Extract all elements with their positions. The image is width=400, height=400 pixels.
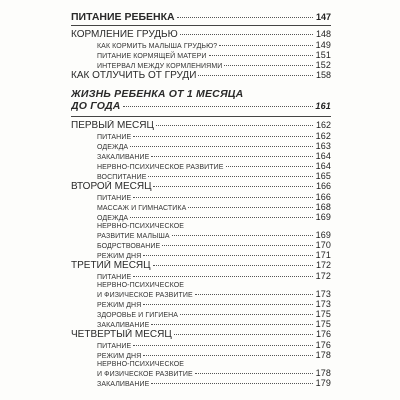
toc-page-number: 163 xyxy=(315,141,331,151)
toc-entry-title: ОДЕЖДА xyxy=(97,215,129,222)
toc-entry xyxy=(71,378,331,388)
toc-entry xyxy=(71,171,331,181)
toc-entry xyxy=(71,60,331,70)
toc-entry-title: РАЗВИТИЕ МАЛЫША xyxy=(97,233,170,240)
toc-entry-title: БОДРСТВОВАНИЕ xyxy=(97,243,161,250)
toc-part-title: ПИТАНИЕ РЕБЕНКА xyxy=(71,11,175,23)
toc-page-number: 152 xyxy=(315,60,331,70)
toc-entry-line1: НЕРВНО-ПСИХИЧЕСКОЕ xyxy=(97,361,185,368)
toc-leader xyxy=(133,345,313,346)
toc-entry-title: ОДЕЖДА xyxy=(97,144,129,151)
toc-leader xyxy=(226,166,313,167)
toc-leader xyxy=(153,265,313,266)
toc-page-number: 164 xyxy=(315,151,331,161)
toc-leader xyxy=(123,106,313,107)
toc-leader xyxy=(198,75,313,76)
toc-chapter-month2 xyxy=(71,181,331,192)
toc-page-number: 176 xyxy=(315,329,331,339)
toc-divider xyxy=(71,116,331,117)
toc-page-number: 170 xyxy=(315,240,331,250)
toc-chapter-breastfeeding xyxy=(71,29,331,40)
toc-entry-title: КАК КОРМИТЬ МАЛЫША ГРУДЬЮ? xyxy=(97,43,218,50)
toc-entry xyxy=(71,240,331,250)
toc-leader xyxy=(219,45,313,46)
toc-entry-title: ЗАКАЛИВАНИЕ xyxy=(97,381,150,388)
toc-leader xyxy=(177,17,313,18)
toc-entry xyxy=(71,340,331,350)
toc-part-title-line2: ДО ГОДА xyxy=(71,101,121,112)
toc-entry xyxy=(71,319,331,329)
toc-entry-title: И ФИЗИЧЕСКОЕ РАЗВИТИЕ xyxy=(97,292,193,299)
toc-page-number: 172 xyxy=(315,271,331,281)
toc-entry-line1: НЕРВНО-ПСИХИЧЕСКОЕ xyxy=(97,223,185,230)
toc-entry xyxy=(71,299,331,309)
toc-leader xyxy=(209,55,313,56)
toc-entry xyxy=(71,290,331,299)
toc-page-number: 149 xyxy=(315,40,331,50)
toc-entry xyxy=(71,309,331,319)
toc-entry-title: ЗАКАЛИВАНИЕ xyxy=(97,154,150,161)
toc-entry xyxy=(71,151,331,161)
toc-page-number: 165 xyxy=(315,171,331,181)
toc-entry xyxy=(71,350,331,360)
toc-part-title-line2-row xyxy=(71,101,331,114)
toc-chapter-title: ПЕРВЫЙ МЕСЯЦ xyxy=(71,120,154,131)
toc-leader xyxy=(133,197,313,198)
toc-part-title-line1: ЖИЗНЬ РЕБЕНКА ОТ 1 МЕСЯЦА xyxy=(71,89,244,100)
toc-entry xyxy=(71,369,331,378)
toc-leader xyxy=(195,373,313,374)
toc-divider xyxy=(71,25,331,26)
toc-entry xyxy=(71,231,331,240)
toc-entry-title: РЕЖИМ ДНЯ xyxy=(97,353,142,360)
toc-page-number: 169 xyxy=(315,231,331,240)
toc-entry-title: РЕЖИМ ДНЯ xyxy=(97,253,142,260)
toc-entry xyxy=(71,212,331,222)
toc-page-number: 162 xyxy=(315,131,331,141)
toc-entry xyxy=(71,161,331,171)
toc-entry xyxy=(71,250,331,260)
toc-leader xyxy=(143,355,313,356)
toc-leader xyxy=(130,146,313,147)
toc-entry xyxy=(71,50,331,60)
toc-leader xyxy=(156,125,313,126)
toc-entry xyxy=(71,192,331,202)
toc-leader xyxy=(180,34,313,35)
toc-page-number: 169 xyxy=(315,212,331,222)
toc-page-number: 175 xyxy=(315,309,331,319)
toc-leader xyxy=(148,176,313,177)
toc-chapter-title: КАК ОТЛУЧИТЬ ОТ ГРУДИ xyxy=(71,70,197,81)
toc-page-number: 178 xyxy=(315,369,331,378)
toc-entry-title: ПИТАНИЕ КОРМЯЩЕЙ МАТЕРИ xyxy=(97,53,207,60)
toc-leader xyxy=(130,217,313,218)
toc-page-number: 178 xyxy=(315,350,331,360)
toc-page-number: 158 xyxy=(315,70,331,80)
toc-chapter-weaning xyxy=(71,70,331,81)
toc-entry xyxy=(71,141,331,151)
toc-leader xyxy=(153,186,313,187)
toc-chapter-month1 xyxy=(71,120,331,131)
toc-entry-title: ПИТАНИЕ xyxy=(97,195,132,202)
toc-leader xyxy=(188,207,313,208)
toc-leader xyxy=(174,334,313,335)
toc-page-number: 168 xyxy=(315,202,331,212)
toc-chapter-month3 xyxy=(71,260,331,271)
toc-chapter-month4 xyxy=(71,329,331,340)
toc-entry xyxy=(71,40,331,50)
toc-chapter-title: КОРМЛЕНИЕ ГРУДЬЮ xyxy=(71,29,178,40)
toc-entry-title: ПИТАНИЕ xyxy=(97,343,132,350)
toc-page-number: 162 xyxy=(315,120,331,130)
toc-leader xyxy=(224,65,313,66)
toc-page-number: 164 xyxy=(315,161,331,171)
toc-entry-title: ПИТАНИЕ xyxy=(97,274,132,281)
toc-entry-line1: НЕРВНО-ПСИХИЧЕСКОЕ xyxy=(97,282,185,289)
toc-leader xyxy=(143,304,313,305)
toc-chapter-title: ВТОРОЙ МЕСЯЦ xyxy=(71,181,152,192)
toc-entry-title: ЗАКАЛИВАНИЕ xyxy=(97,322,150,329)
toc-page-number: 166 xyxy=(315,181,331,191)
toc-entry-title: НЕРВНО-ПСИХИЧЕСКОЕ РАЗВИТИЕ xyxy=(97,164,224,171)
toc-page-number: 171 xyxy=(315,250,331,260)
toc-page-number: 148 xyxy=(315,29,331,39)
toc-entry-title: РЕЖИМ ДНЯ xyxy=(97,302,142,309)
toc-entry xyxy=(71,131,331,141)
toc-page-number: 173 xyxy=(315,290,331,299)
toc-chapter-title: ЧЕТВЕРТЫЙ МЕСЯЦ xyxy=(71,329,172,340)
toc-leader xyxy=(162,245,313,246)
toc-leader xyxy=(133,276,313,277)
toc-leader xyxy=(151,383,313,384)
toc-page-number: 166 xyxy=(315,192,331,202)
toc-chapter-title: ТРЕТИЙ МЕСЯЦ xyxy=(71,260,151,271)
toc-page-number: 176 xyxy=(315,340,331,350)
toc-entry xyxy=(71,202,331,212)
toc-page-number: 147 xyxy=(315,12,331,22)
toc-leader xyxy=(151,324,313,325)
toc-page-number: 151 xyxy=(315,50,331,60)
toc-leader xyxy=(180,314,313,315)
toc-entry-title: И ФИЗИЧЕСКОЕ РАЗВИТИЕ xyxy=(97,371,193,378)
toc-leader xyxy=(143,255,313,256)
toc-part-first-year xyxy=(71,89,331,114)
toc-entry xyxy=(71,271,331,281)
toc-page-number: 161 xyxy=(315,101,331,111)
toc-entry-title: ЗДОРОВЬЕ И ГИГИЕНА xyxy=(97,312,179,319)
toc-leader xyxy=(133,136,313,137)
toc-page-number: 179 xyxy=(315,378,331,388)
toc-entry-title: ПИТАНИЕ xyxy=(97,134,132,141)
toc-leader xyxy=(151,156,313,157)
toc-part-nutrition xyxy=(71,11,331,23)
toc-leader xyxy=(172,235,313,236)
toc-entry-title: ИНТЕРВАЛ МЕЖДУ КОРМЛЕНИЯМИ xyxy=(97,63,223,70)
toc-entry-title: ВОСПИТАНИЕ xyxy=(97,174,147,181)
toc-leader xyxy=(195,294,313,295)
toc-entry-title: МАССАЖ И ГИМНАСТИКА xyxy=(97,205,187,212)
table-of-contents xyxy=(71,11,331,388)
toc-page-number: 172 xyxy=(315,260,331,270)
toc-page-number: 175 xyxy=(315,319,331,329)
toc-page-number: 173 xyxy=(315,299,331,309)
